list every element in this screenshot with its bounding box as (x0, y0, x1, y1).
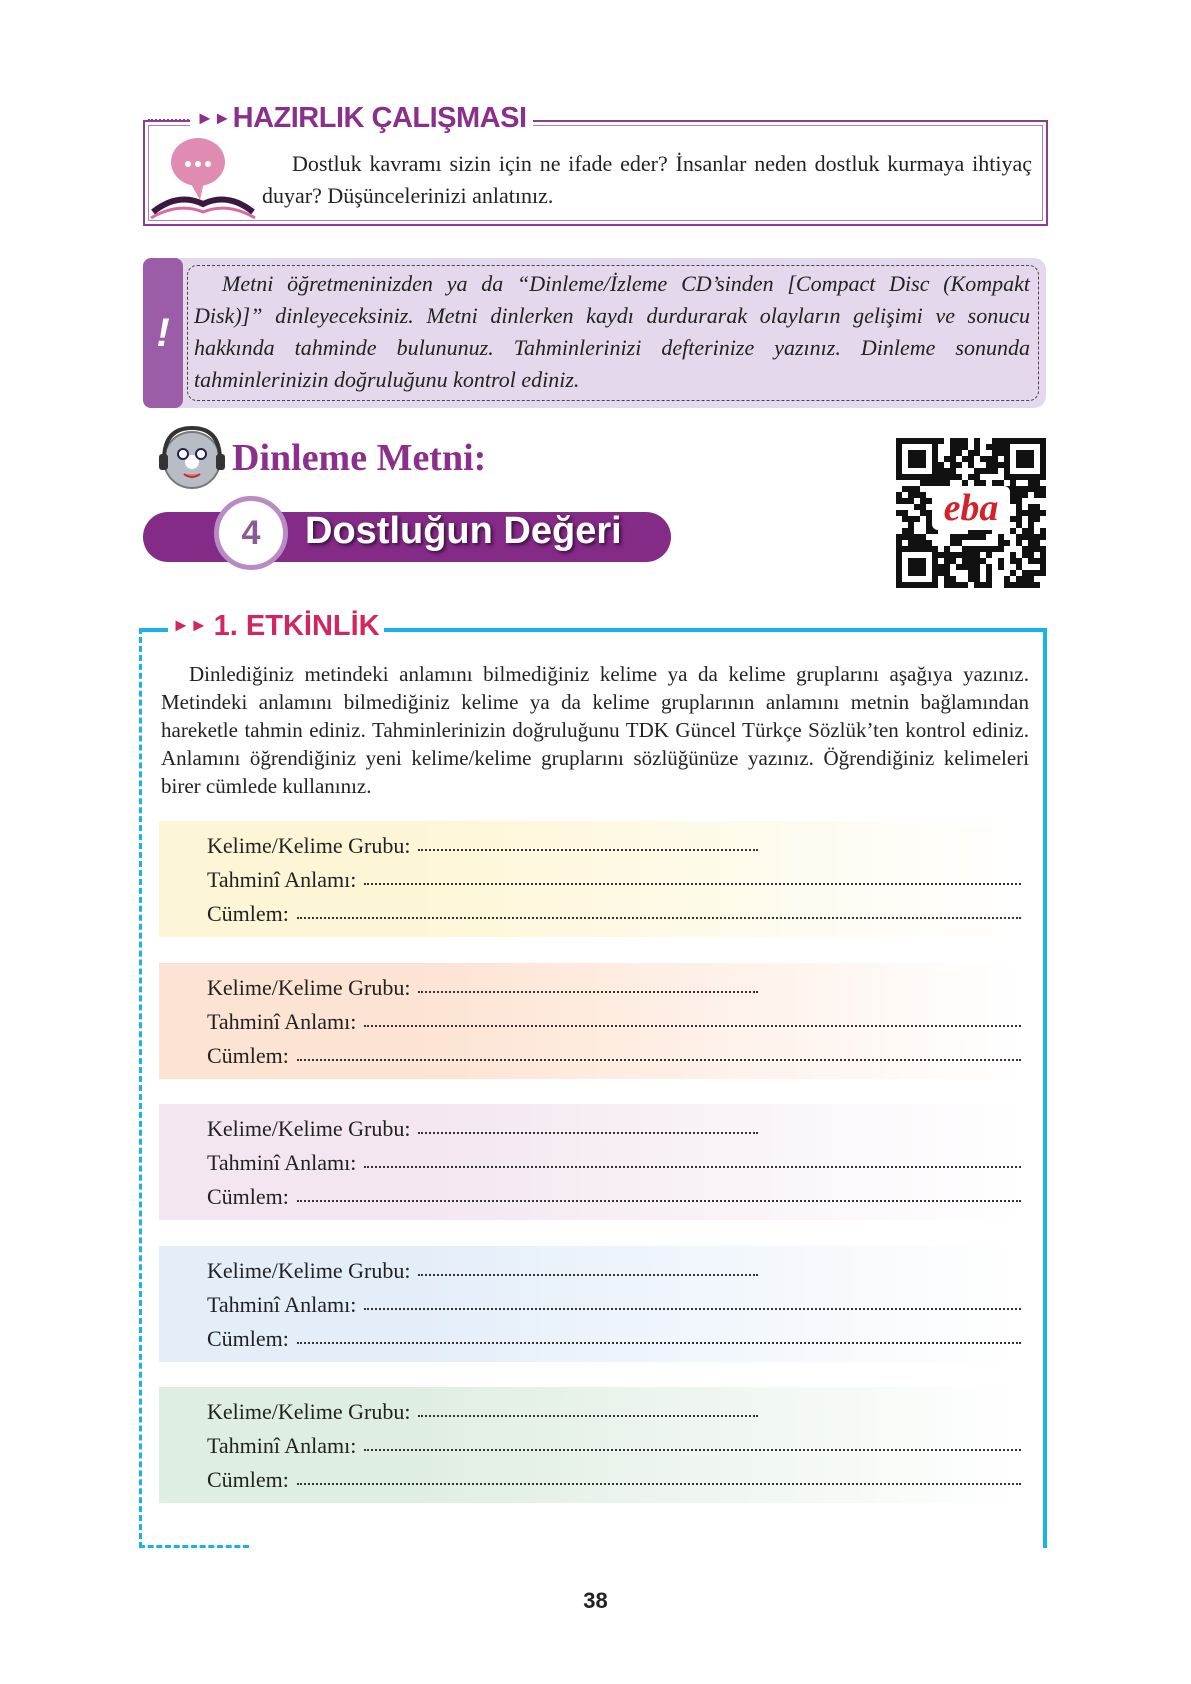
entry-sentence-label: Cümlem: (207, 1467, 289, 1493)
speech-book-icon (148, 132, 258, 222)
entry-meaning-blank[interactable] (364, 1025, 1021, 1027)
entry-sentence-blank[interactable] (297, 1059, 1021, 1061)
eba-logo: eba (932, 486, 1010, 530)
vocabulary-entry (159, 821, 1021, 937)
entry-word-blank[interactable] (418, 1274, 758, 1276)
entry-word-label: Kelime/Kelime Grubu: (207, 1257, 411, 1283)
entry-sentence-row[interactable] (207, 1043, 1021, 1069)
entry-meaning-blank[interactable] (364, 883, 1021, 885)
entry-word-row[interactable] (207, 1258, 758, 1284)
entry-word-row[interactable] (207, 975, 758, 1001)
entry-sentence-row[interactable] (207, 1184, 1021, 1210)
entry-meaning-label: Tahminî Anlamı: (207, 1433, 357, 1459)
entry-meaning-row[interactable] (207, 1009, 1021, 1035)
entry-sentence-row[interactable] (207, 1326, 1021, 1352)
entry-word-blank[interactable] (418, 1415, 758, 1417)
entry-meaning-row[interactable] (207, 1150, 1021, 1176)
entry-sentence-label: Cümlem: (207, 1184, 289, 1210)
entry-meaning-blank[interactable] (364, 1308, 1021, 1310)
entry-meaning-row[interactable] (207, 867, 1021, 893)
entry-word-row[interactable] (207, 1116, 758, 1142)
activity-instructions: Dinlediğiniz metindeki anlamını bilmediğiniz kelime ya da kelime gruplarını aşağıya yazınız. Metindeki anlamını bilmediğiniz kelime ya da kelime gruplarının anlamını metnin bağlamından hareketle tahmin ediniz. Tahminlerinizin doğruluğunu TDK Güncel Türkçe Sözlük’ten kontrol ediniz. Anlamını öğrendiğiniz yeni kelime/kelime gruplarını sözlüğünüze yazınız. Öğrendiğiniz kelimeleri birer cümlede kullanınız. (161, 662, 1029, 798)
entry-meaning-label: Tahminî Anlamı: (207, 1291, 357, 1317)
entry-sentence-row[interactable] (207, 1467, 1021, 1493)
title-dots (148, 119, 192, 121)
text-number: 4 (214, 496, 288, 570)
entry-sentence-blank[interactable] (297, 1200, 1021, 1202)
entry-meaning-label: Tahminî Anlamı: (207, 1150, 357, 1176)
entry-meaning-label: Tahminî Anlamı: (207, 867, 357, 892)
entry-word-label: Kelime/Kelime Grubu: (207, 1116, 411, 1142)
entry-meaning-blank[interactable] (364, 1449, 1021, 1451)
entry-word-label: Kelime/Kelime Grubu: (207, 833, 411, 858)
double-arrow-icon: ►► (172, 615, 208, 635)
entry-sentence-label: Cümlem: (207, 1325, 289, 1351)
entry-sentence-label: Cümlem: (207, 901, 289, 926)
activity-box-bottom-border (139, 1545, 249, 1548)
entry-word-row[interactable] (207, 1399, 758, 1425)
entry-word-row[interactable] (207, 833, 758, 859)
entry-word-label: Kelime/Kelime Grubu: (207, 1399, 411, 1425)
text-title: Dostluğun Değeri (305, 510, 622, 552)
qr-code[interactable] (896, 438, 1046, 588)
entry-sentence-blank[interactable] (297, 917, 1021, 919)
entry-meaning-label: Tahminî Anlamı: (207, 1008, 357, 1034)
entry-word-blank[interactable] (418, 1132, 758, 1134)
vocabulary-entry (159, 1387, 1021, 1503)
vocabulary-entry (159, 1104, 1021, 1220)
preparation-title (190, 102, 533, 135)
entry-sentence-blank[interactable] (297, 1342, 1021, 1344)
entry-meaning-row[interactable] (207, 1292, 1021, 1318)
entry-word-blank[interactable] (418, 849, 758, 851)
entry-word-blank[interactable] (418, 991, 758, 993)
double-arrow-icon: ►► (196, 108, 231, 128)
listening-text-heading: Dinleme Metni: (232, 437, 487, 479)
entry-meaning-blank[interactable] (364, 1166, 1021, 1168)
entry-sentence-row[interactable] (207, 901, 1021, 927)
entry-sentence-blank[interactable] (297, 1483, 1021, 1485)
qr-finder-pattern (908, 558, 926, 576)
qr-finder-pattern (908, 450, 926, 468)
preparation-text: Dostluk kavramı sizin için ne ifade eder? İnsanlar neden dostluk kurmaya ihtiyaç duyar? Düşüncelerinizi anlatınız. (262, 151, 1032, 208)
entry-sentence-label: Cümlem: (207, 1042, 289, 1068)
entry-meaning-row[interactable] (207, 1433, 1021, 1459)
activity-box-left-border (139, 628, 142, 1548)
note-text: Metni öğretmeninizden ya da “Dinleme/İzleme CD’sinden [Compact Disc (Kompakt Disk)]” dinleyeceksiniz. Metni dinlerken kaydı durdurarak olayların gelişimi ve sonucu hakkında tahminde bulununuz. Tahminlerinizi defterinize yazınız. Dinleme sonunda tahminlerinizin doğruluğunu kontrol ediniz. (194, 271, 1030, 392)
entry-word-label: Kelime/Kelime Grubu: (207, 974, 411, 1000)
cd-headphones-icon (156, 424, 228, 490)
preparation-title-text: HAZIRLIK ÇALIŞMASI (232, 102, 527, 134)
activity-title (168, 610, 384, 643)
qr-finder-pattern (1016, 450, 1034, 468)
vocabulary-entry (159, 1246, 1021, 1362)
page-number: 38 (583, 1588, 608, 1613)
activity-title-text: 1. ETKİNLİK (213, 610, 380, 642)
vocabulary-entry (159, 963, 1021, 1079)
exclamation-icon: ! (143, 258, 183, 408)
